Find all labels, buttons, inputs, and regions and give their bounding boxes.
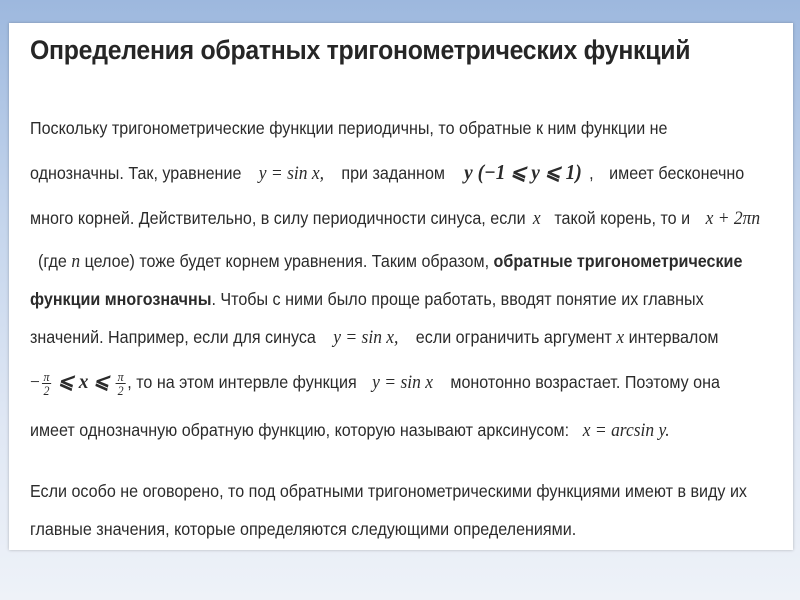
text: Если особо не оговорено, то под обратными тригонометрическими функциями имеют в виду их [30,481,747,501]
fraction-numerator: π [117,368,124,384]
text: имеет однозначную обратную функцию, которую называют арксинусом: [30,420,570,440]
fraction-denominator: 2 [117,382,124,398]
text: монотонно возрастает. Поэтому она [450,372,720,392]
formula-n: n [71,251,81,272]
paragraph-2 [30,23,790,550]
formula-x-plus-2pin: x + 2πn [705,208,761,229]
text: главные значения, которые определяются следующими определениями. [30,519,577,539]
formula-inequality: ⩽ x ⩽ [57,369,110,393]
text: много корней. Действительно, в силу периодичности синуса, если [30,208,526,228]
text: при заданном [341,163,445,183]
formula-x: x [616,327,625,348]
formula-minus: − [30,372,40,393]
formula-y-sin-x: y = sin x [372,372,434,393]
formula-y-range: y (−1 ⩽ y ⩽ 1) [464,160,582,184]
text: значений. Например, если для синуса [30,327,316,347]
text: целое) тоже будет корнем уравнения. Таким образом, [84,251,490,271]
text: Поскольку тригонометрические функции периодичны, то обратные к ним функции не [30,118,668,138]
p2-line-1 [30,479,747,503]
formula-y-sin-x: y = sin x, [333,327,399,348]
text: однозначны. Так, уравнение [30,163,242,183]
text: , [589,163,594,183]
formula-y-sin-x: y = sin x, [258,163,324,184]
text: интервалом [628,327,719,347]
text: , то на этом интервле функция [127,372,357,392]
formula-x-arcsin-y: x = arcsin y. [582,420,670,441]
bold-text: функции многозначны [30,289,212,309]
p2-line-2 [30,517,576,541]
text: (где [38,251,67,271]
page-title: Определения обратных тригонометрических функций [30,35,691,65]
text: имеет бесконечно [609,163,745,183]
bold-text: обратные тригонометрические [493,251,743,271]
text: если ограничить аргумент [415,327,612,347]
document-page [9,23,793,550]
fraction-denominator: 2 [43,382,50,398]
formula-x: x [532,208,541,229]
text: такой корень, то и [554,208,691,228]
text: . Чтобы с ними было проще работать, вводят понятие их главных [211,289,704,309]
fraction-numerator: π [43,368,50,384]
